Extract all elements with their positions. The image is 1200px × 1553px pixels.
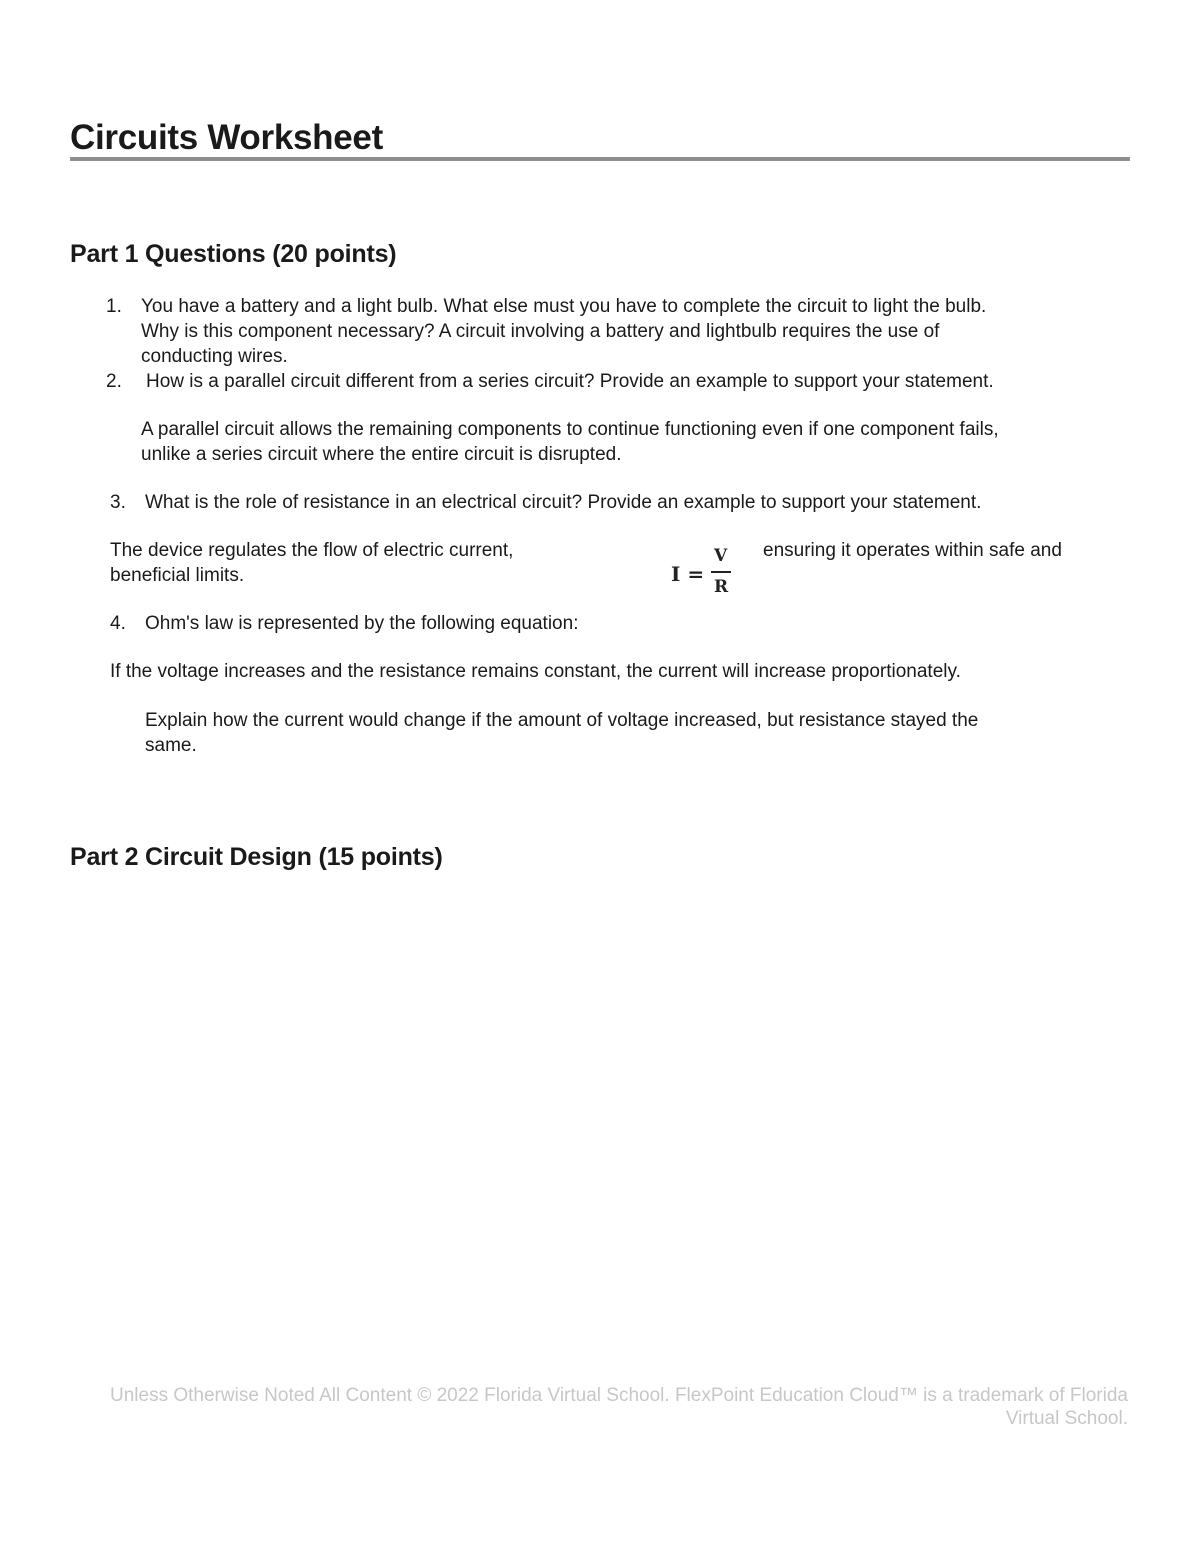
q2-question: How is a parallel circuit different from a series circuit? Provide an example to support your statement.: [146, 371, 994, 392]
q3-answer-right: ensuring it operates within safe and: [763, 540, 1062, 561]
formula-lhs: I =: [671, 562, 705, 586]
q4-prompt-line-1: Explain how the current would change if the amount of voltage increased, but resistance stayed the: [145, 710, 979, 731]
q3-number: 3.: [110, 492, 126, 513]
footer-line-2: Virtual School.: [1005, 1408, 1128, 1429]
q4-answer: If the voltage increases and the resistance remains constant, the current will increase proportionately.: [110, 661, 961, 682]
formula-fraction-bar: [711, 571, 731, 573]
q2-number: 2.: [106, 371, 122, 392]
part2-heading: Part 2 Circuit Design (15 points): [70, 843, 443, 871]
q4-number: 4.: [110, 613, 126, 634]
part1-heading: Part 1 Questions (20 points): [70, 240, 397, 268]
q1-line-2: Why is this component necessary? A circuit involving a battery and lightbulb requires the use of: [141, 321, 940, 342]
q3-question: What is the role of resistance in an electrical circuit? Provide an example to support your statement.: [145, 492, 982, 513]
q3-answer-line-2: beneficial limits.: [110, 565, 245, 586]
q1-line-3: conducting wires.: [141, 346, 288, 367]
ohms-law-formula: [671, 544, 737, 600]
title-divider: [70, 157, 1130, 161]
footer-line-1: Unless Otherwise Noted All Content © 2022 Florida Virtual School. FlexPoint Education Cloud™ is a trademark of Florida: [110, 1385, 1128, 1406]
formula-numerator: V: [714, 546, 728, 566]
formula-denominator: R: [714, 577, 729, 597]
q1-number: 1.: [106, 296, 122, 317]
page-title: Circuits Worksheet: [70, 118, 383, 157]
q2-answer-line-1: A parallel circuit allows the remaining components to continue functioning even if one component fails,: [141, 419, 999, 440]
q1-line-1: You have a battery and a light bulb. What else must you have to complete the circuit to light the bulb.: [141, 296, 987, 317]
q3-answer-line-1: The device regulates the flow of electric current,: [110, 540, 514, 561]
q4-question: Ohm's law is represented by the following equation:: [145, 613, 579, 634]
q2-answer-line-2: unlike a series circuit where the entire circuit is disrupted.: [141, 444, 622, 465]
q4-prompt-line-2: same.: [145, 735, 197, 756]
